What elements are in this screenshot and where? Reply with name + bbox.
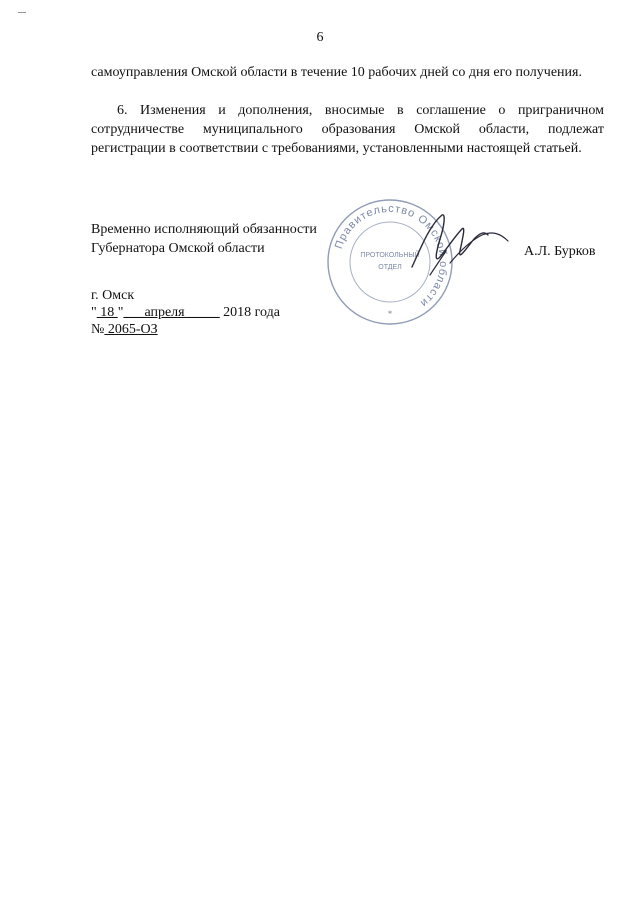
signatory-title [91, 220, 317, 258]
signing-date [91, 304, 280, 321]
stamp-star-icon: * [387, 309, 393, 319]
date-quote-open: " [91, 305, 97, 320]
city: г. Омск [91, 288, 135, 303]
signatory-title-line2: Губернатора Омской области [91, 241, 265, 256]
date-day: 18 [96, 305, 118, 320]
place-and-date-block [91, 287, 280, 338]
paragraph-continuation: самоуправления Омской области в течение 10 рабочих дней со дня его получения. [91, 65, 582, 80]
signatory-name: А.Л. Бурков [524, 244, 596, 259]
law-number-value: 2065-ОЗ [104, 322, 158, 337]
paragraph-6: 6. Изменения и дополнения, вносимые в соглашение о приграничном сотрудничестве муниципального образования Омской области, подлежат регистрации в соответствии с требованиями, установленными настоящей статьей. [91, 103, 604, 156]
handwritten-signature [400, 205, 520, 285]
stamp-inner-line1: ПРОТОКОЛЬНЫЙ [360, 252, 420, 259]
law-number-prefix: № [91, 322, 105, 337]
margin-mark [18, 12, 26, 13]
date-year: 2018 года [219, 305, 280, 320]
stamp-inner-line2: ОТДЕЛ [378, 264, 402, 271]
date-quote-close: " [117, 305, 124, 320]
date-month: ___апреля_____ [123, 305, 220, 320]
law-number [91, 321, 280, 338]
stamp-outer-text: Правительство Омской области [332, 202, 450, 310]
page-number: 6 [316, 30, 324, 45]
signatory-title-line1: Временно исполняющий обязанности [91, 222, 317, 237]
